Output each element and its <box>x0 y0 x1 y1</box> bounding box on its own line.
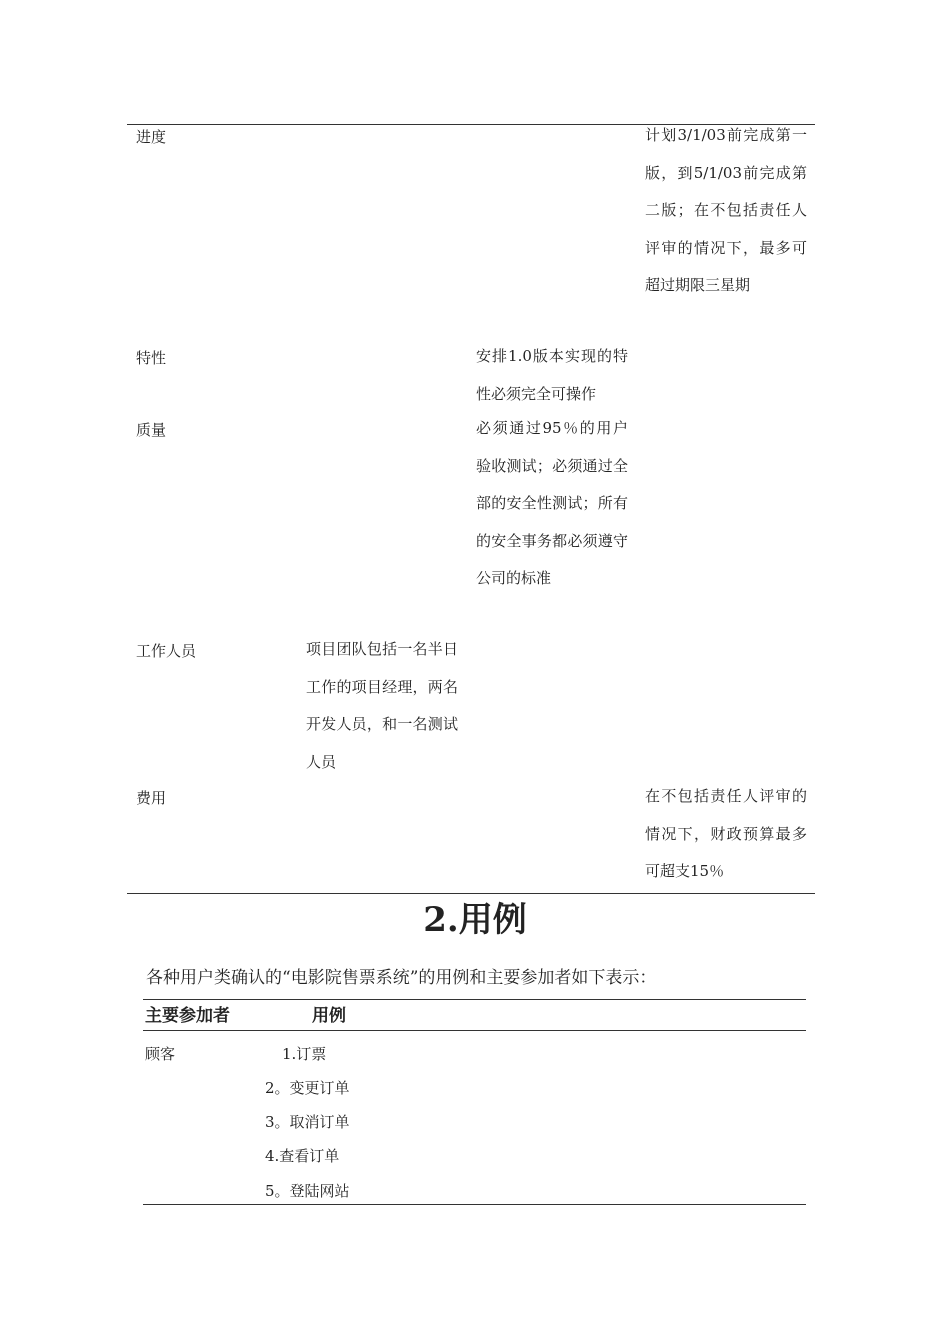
cell-features-driver: 安排1.0版本实现的特性必须完全可操作 <box>476 347 628 403</box>
cell-cost-degree-of-freedom: 在不包括责任人评审的情况下，财政预算最多可超支15％ <box>645 787 807 880</box>
usecase-table-top-rule <box>143 999 806 1000</box>
cell-schedule-degree-of-freedom: 计划3/1/03前完成第一版，到5/1/03前完成第二版；在不包括责任人评审的情况下，最多可超过期限三星期 <box>645 126 807 294</box>
section-heading: 2.用例 <box>423 900 527 940</box>
table-bottom-rule <box>127 893 815 894</box>
row-label-schedule: 进度 <box>136 128 167 146</box>
cell-staff-constraint: 项目团队包括一名半日工作的项目经理，两名开发人员，和一名测试人员 <box>306 640 458 771</box>
row-label-features: 特性 <box>136 349 167 367</box>
use-case-item: 1.订票 <box>282 1045 327 1063</box>
header-use-case: 用例 <box>312 1006 346 1026</box>
actor-customer: 顾客 <box>145 1045 176 1063</box>
use-case-item: 5。登陆网站 <box>265 1182 350 1200</box>
row-label-quality: 质量 <box>136 421 167 439</box>
cell-quality-driver: 必须通过95％的用户验收测试；必须通过全部的安全性测试；所有的安全事务都必须遵守公司的标准 <box>476 419 628 587</box>
use-case-item: 4.查看订单 <box>265 1147 340 1165</box>
use-case-item: 3。取消订单 <box>265 1113 350 1131</box>
row-label-staff: 工作人员 <box>136 642 197 660</box>
usecase-table-bottom-rule <box>143 1204 806 1205</box>
usecase-table-header-rule <box>143 1030 806 1031</box>
row-label-cost: 费用 <box>136 789 167 807</box>
use-case-item: 2。变更订单 <box>265 1079 350 1097</box>
header-actor: 主要参加者 <box>145 1006 230 1026</box>
section-intro: 各种用户类确认的“电影院售票系统”的用例和主要参加者如下表示： <box>146 968 657 988</box>
